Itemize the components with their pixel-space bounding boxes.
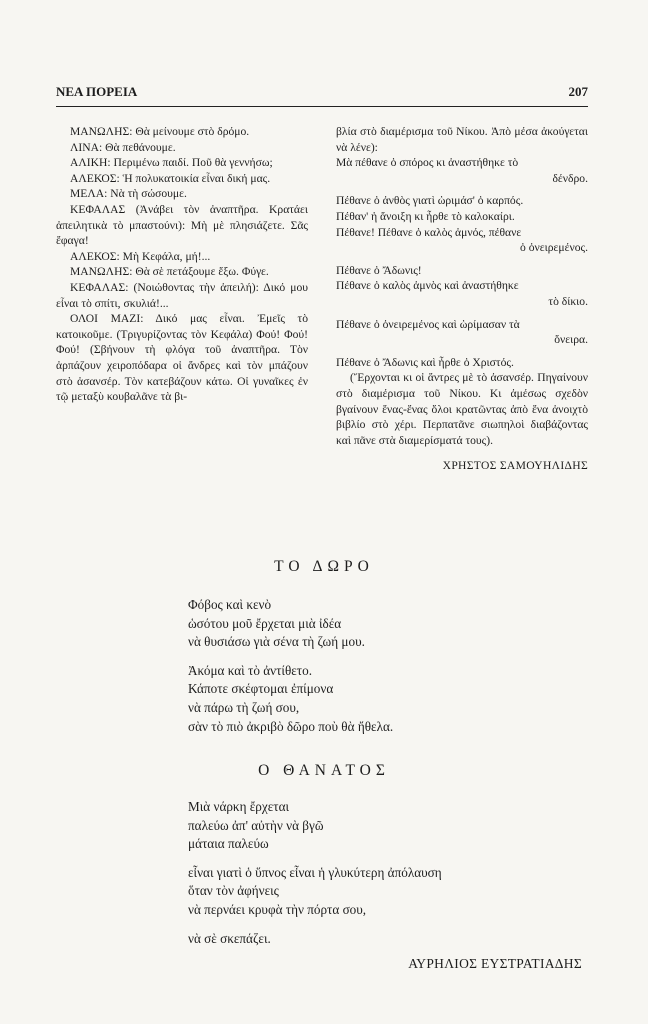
poem-line: εἶναι γιατὶ ὁ ὕπνος εἶναι ἡ γλυκύτερη ἀπόλαυση [188, 864, 442, 880]
poem-thanatos [188, 798, 608, 958]
poem-line: ὅταν τὸν ἀφήνεις [188, 883, 279, 899]
poem-line: μάταια παλεύω [188, 836, 269, 852]
text-paragraph: ὄνειρα. [554, 333, 588, 347]
poem-line: σὰν τὸ πιὸ ἀκριβὸ δῶρο ποὺ θὰ ἤθελα. [188, 718, 394, 734]
poem-line: Φόβος καὶ κενὸ [188, 597, 272, 612]
poem-line: νὰ περνάει κρυφὰ τὴν πόρτα σου, [188, 901, 367, 917]
running-header [56, 84, 588, 100]
dialogue-paragraph: ΑΛΙΚΗ: Περιμένω παιδί. Ποῦ θὰ γεννήσω; [70, 156, 273, 170]
poem-line: νὰ πάρω τὴ ζωή σου, [188, 699, 300, 715]
dialogue-paragraph: ΜΕΛΑ: Νὰ τὴ σώσουμε. [70, 187, 187, 201]
text-paragraph: Πέθανε ὁ Ἄδωνις! [336, 263, 422, 277]
play-author: ΧΡΗΣΤΟΣ ΣΑΜΟΥΗΛΙΔΗΣ [442, 459, 588, 473]
text-paragraph: Μὰ πέθανε ὁ σπόρος κι ἀναστήθηκε τὸ [336, 156, 519, 170]
poem-title-thanatos: Ο ΘΑΝΑΤΟΣ [258, 762, 390, 779]
journal-title: ΝΕΑ ΠΟΡΕΙΑ [56, 84, 138, 99]
dialogue-paragraph: ΜΑΝΩΛΗΣ: Θὰ μείνουμε στὸ δρόμο. [70, 125, 250, 138]
dialogue-paragraph: ΑΛΕΚΟΣ: Ἡ πολυκατοικία εἶναι δική μας. [70, 171, 271, 185]
dialogue-paragraph: ΜΑΝΩΛΗΣ: Θὰ σὲ πετάξουμε ἔξω. Φύγε. [70, 265, 269, 279]
text-paragraph: Πέθανε ὁ ἀνθὸς γιατὶ ὡριμάσ' ὁ καρπός. [336, 194, 524, 208]
dialogue-paragraph: ΚΕΦΑΛΑΣ (Ἀνάβει τὸν ἀναπτῆρα. Κρατάει ἀπειλητικὰ τὸ μπαστούνι): Μὴ μὲ πλησιάζετε. Σᾶς ἔφαγα! [56, 202, 308, 248]
text-paragraph: Πέθανε ὁ καλὸς ἀμνὸς καὶ ἀναστήθηκε [336, 279, 519, 293]
poem-line: Κάποτε σκέφτομαι ἐπίμονα [188, 681, 334, 697]
text-paragraph: (Ἔρχονται κι οἱ ἄντρες μὲ τὸ ἀσανσέρ. Πηγαίνουν στὸ διαμέρισμα τοῦ Νίκου. Κι ἀμέσως σχεδὸν βγαίνουν ἕνας-ἕνας ὅλοι κρατῶντας ἀπὸ ἕνα ἀνοιχτὸ βιβλίο στὸ χέρι. Περπατᾶνε σιωπηλοὶ διαβάζοντας καὶ πᾶνε στὰ διαμερίσματά τους). [336, 371, 588, 447]
text-paragraph: ὁ ὀνειρεμένος. [520, 241, 588, 255]
text-paragraph: Πέθανε ὁ ὀνειρεμένος καὶ ὡρίμασαν τὰ [336, 317, 520, 331]
text-paragraph: δένδρο. [552, 171, 588, 185]
poem-stanza [188, 596, 608, 652]
poem-line: Ἀκόμα καὶ τὸ ἀντίθετο. [188, 662, 312, 678]
poem-stanza [188, 930, 608, 949]
poem-stanza [188, 798, 608, 854]
dialogue-paragraph: ΚΕΦΑΛΑΣ: (Νοιώθοντας τὴν ἀπειλή): Δικό μου εἶναι τὸ σπίτι, σκυλιά!... [56, 280, 308, 310]
text-paragraph: Πέθαν' ἡ ἄνοιξη κι ἦρθε τὸ καλοκαίρι. [336, 209, 515, 223]
text-paragraph: Πέθανε ὁ Ἄδωνις καὶ ἦρθε ὁ Χριστός. [336, 355, 514, 369]
poem-line: νὰ θυσιάσω γιὰ σένα τὴ ζωή μου. [188, 634, 365, 650]
header-rule [56, 106, 588, 107]
poem-line: παλεύω ἀπ' αὐτὴν νὰ βγῶ [188, 817, 324, 833]
poem-line: νὰ σὲ σκεπάζει. [188, 930, 271, 946]
poem-stanza [188, 864, 608, 920]
poem-line: ὡσότου μοῦ ἔρχεται μιὰ ἰδέα [188, 615, 342, 631]
poem-stanza [188, 662, 608, 736]
poem-line: Μιὰ νάρκη ἔρχεται [188, 799, 290, 814]
dialogue-paragraph: ΛΙΝΑ: Θὰ πεθάνουμε. [70, 140, 176, 154]
text-paragraph: βλία στὸ διαμέρισμα τοῦ Νίκου. Ἀπὸ μέσα ἀκούγεται νὰ λένε): [336, 125, 588, 154]
right-column [336, 124, 588, 474]
text-paragraph: τὸ δίκιο. [548, 294, 588, 308]
dialogue-paragraph: ΑΛΕΚΟΣ: Μὴ Κεφάλα, μή!... [70, 249, 211, 263]
text-paragraph: Πέθανε! Πέθανε ὁ καλὸς ἀμνός, πέθανε [336, 225, 522, 239]
poem-author: ΑΥΡΗΛΙΟΣ ΕΥΣΤΡΑΤΙΑΔΗΣ [408, 956, 582, 971]
page-number: 207 [568, 84, 588, 99]
poem-doro [188, 596, 608, 746]
dialogue-paragraph: ΟΛΟΙ ΜΑΖΙ: Δικό μας εἶναι. Ἐμεῖς τὸ κατοικοῦμε. (Τριγυρίζοντας τὸν Κεφάλα) Φού! Φού! Φού! (Σβήνουν τὴ φλόγα τοῦ ἀναπτῆρα. Τὸν ἁρπάζουν χειροπόδαρα οἱ ἄνδρες καὶ τὸν μπάζουν στὸ ἀσανσέρ. Τὸν κατεβάζουν κάτω. Οἱ γυναῖκες ἐν τῷ μεταξὺ κουβαλᾶνε τὰ βι- [56, 312, 308, 404]
poem-title-doro: ΤΟ ΔΩΡΟ [274, 558, 374, 575]
left-column [56, 124, 308, 405]
